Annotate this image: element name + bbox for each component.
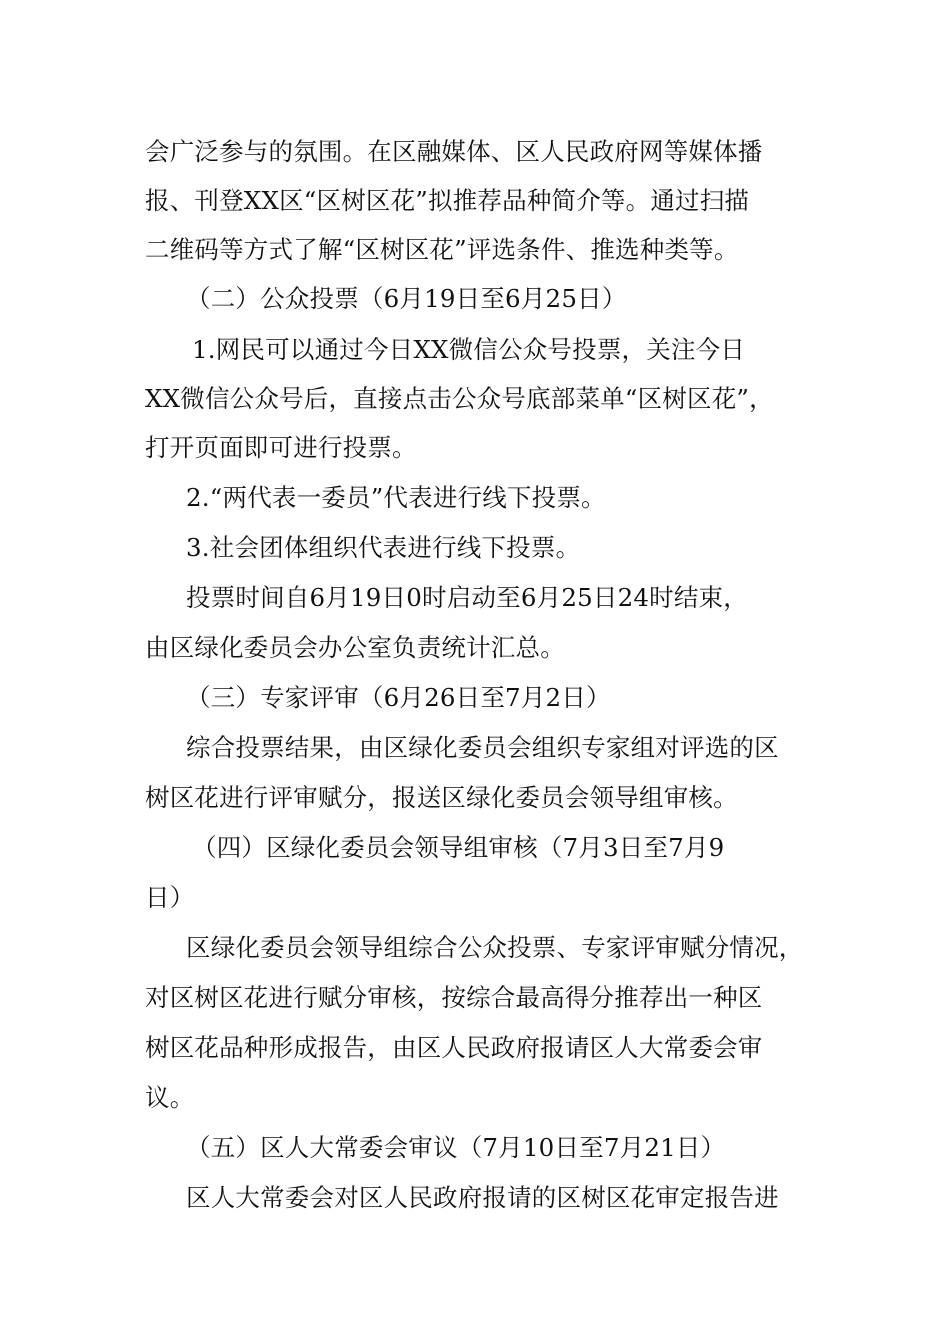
section-heading-npc-review: （五）区人大常委会审议（7月10日至7月21日） xyxy=(186,1133,726,1162)
body-text-line: 二维码等方式了解“区树区花”评选条件、推选种类等。 xyxy=(145,235,739,264)
section-heading-expert-review: （三）专家评审（6月26日至7月2日） xyxy=(186,683,611,712)
body-text-line: 报、刊登XX区“区树区花”拟推荐品种简介等。通过扫描 xyxy=(145,186,750,215)
body-text-line: 打开页面即可进行投票。 xyxy=(145,433,417,462)
list-item-online-vote: 1.网民可以通过今日XX微信公众号投票，关注今日 xyxy=(192,335,746,364)
body-text-line: XX微信公众号后，直接点击公众号底部菜单“区树区花”， xyxy=(145,384,774,413)
list-item-representatives-vote: 2.“两代表一委员”代表进行线下投票。 xyxy=(186,483,606,512)
body-text-line: 日） xyxy=(145,883,195,912)
body-text-line: 由区绿化委员会办公室负责统计汇总。 xyxy=(145,633,565,662)
body-text-line: 对区树区花进行赋分审核，按综合最高得分推荐出一种区 xyxy=(145,983,763,1012)
section-heading-leadership-review: （四）区绿化委员会领导组审核（7月3日至7月9 xyxy=(192,833,725,862)
body-text-line: 会广泛参与的氛围。在区融媒体、区人民政府网等媒体播 xyxy=(145,137,763,166)
section-heading-public-vote: （二）公众投票（6月19日至6月25日） xyxy=(186,284,627,313)
body-text-line: 区人大常委会对区人民政府报请的区树区花审定报告进 xyxy=(186,1183,779,1212)
body-text-line: 区绿化委员会领导组综合公众投票、专家评审赋分情况， xyxy=(186,933,804,962)
body-text-line: 树区花品种形成报告，由区人民政府报请区人大常委会审 xyxy=(145,1033,763,1062)
body-text-line: 议。 xyxy=(145,1083,195,1112)
list-item-social-groups-vote: 3.社会团体组织代表进行线下投票。 xyxy=(186,533,581,562)
body-text-line: 综合投票结果，由区绿化委员会组织专家组对评选的区 xyxy=(186,733,779,762)
body-text-line: 投票时间自6月19日0时启动至6月25日24时结束， xyxy=(186,583,748,612)
body-text-line: 树区花进行评审赋分，报送区绿化委员会领导组审核。 xyxy=(145,783,738,812)
